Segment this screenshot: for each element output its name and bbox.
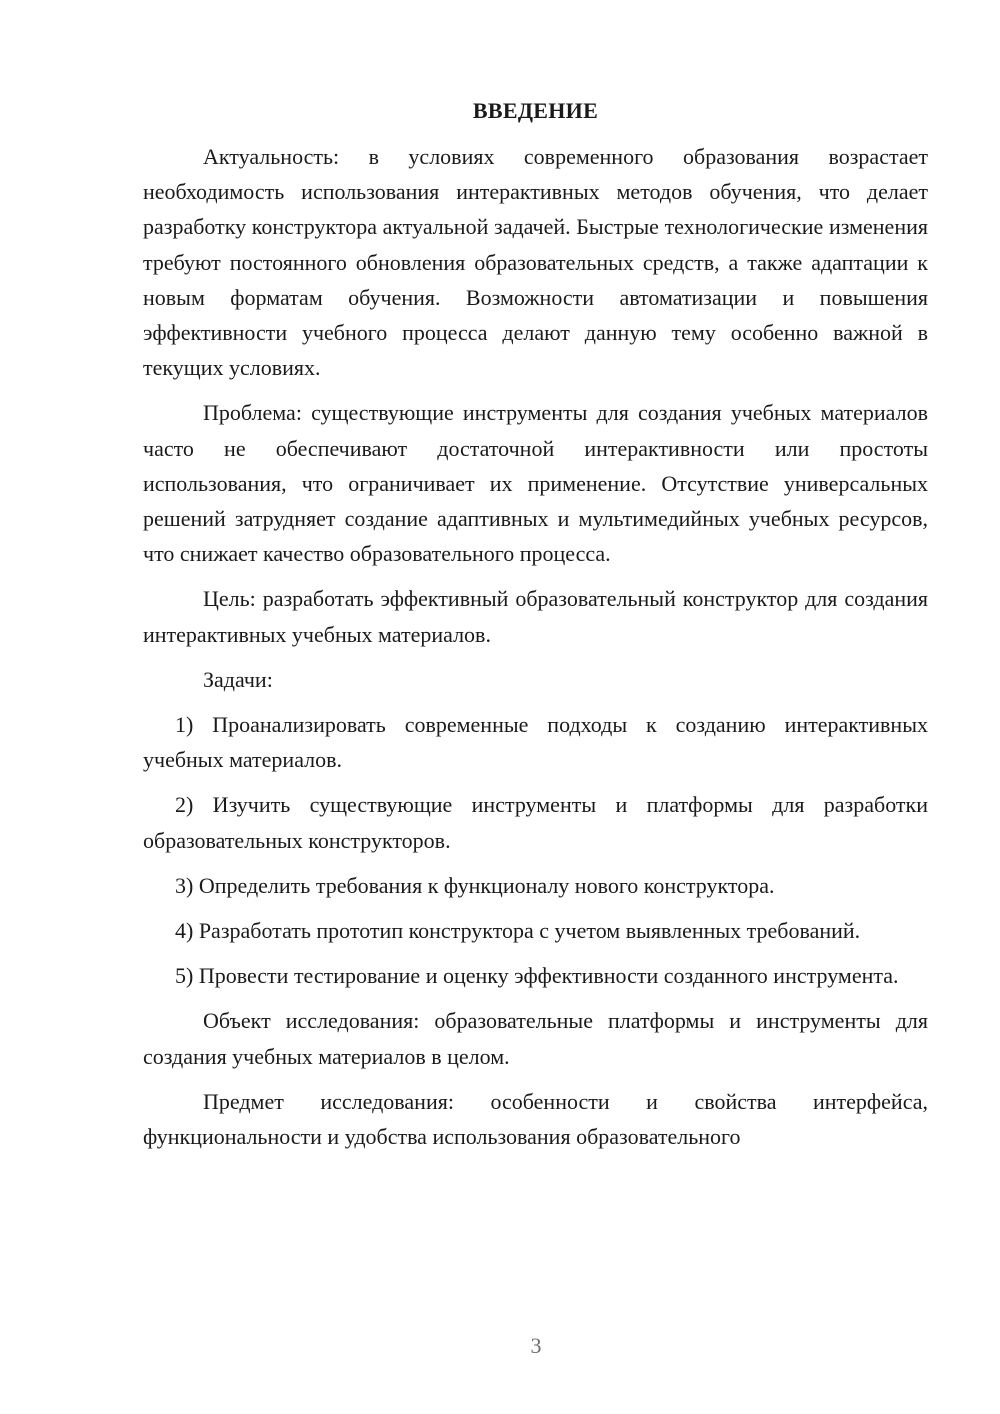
relevance-paragraph: Актуальность: в условиях современного образования возрастает необходимость использования интерактивных методов обучения, что делает разработку конструктора актуальной задачей. Быстрые технологические изменения требуют постоянного обновления образовательных средств, а также адаптации к новым форматам обучения. Возможности автоматизации и повышения эффективности учебного процесса делают данную тему особенно важной в текущих условиях. [143,144,928,381]
page-content [143,93,928,1154]
list-item: 1) Проанализировать современные подходы к созданию интерактивных учебных материалов. [143,712,928,773]
tasks-list [143,707,928,993]
tasks-label: Задачи: [203,666,273,692]
goal-paragraph: Цель: разработать эффективный образовательный конструктор для создания интерактивных учебных материалов. [143,586,928,647]
list-item: 2) Изучить существующие инструменты и платформы для разработки образовательных конструкторов. [143,792,928,853]
object-paragraph: Объект исследования: образовательные платформы и инструменты для создания учебных материалов в целом. [143,1008,928,1069]
list-item: 5) Провести тестирование и оценку эффективности созданного инструмента. [175,963,899,989]
list-item: 4) Разработать прототип конструктора с учетом выявленных требований. [175,918,861,944]
page-number: 3 [530,1333,542,1358]
section-heading: ВВЕДЕНИЕ [472,98,599,123]
problem-paragraph: Проблема: существующие инструменты для создания учебных материалов часто не обеспечивают достаточной интерактивности или простоты использования, что ограничивает их применение. Отсутствие универсальных решений затрудняет создание адаптивных и мультимедийных учебных ресурсов, что снижает качество образовательного процесса. [143,400,928,567]
list-item: 3) Определить требования к функционалу нового конструктора. [175,872,775,898]
subject-paragraph: Предмет исследования: особенности и свойства интерфейса, функциональности и удобства использования образовательного [143,1088,928,1150]
